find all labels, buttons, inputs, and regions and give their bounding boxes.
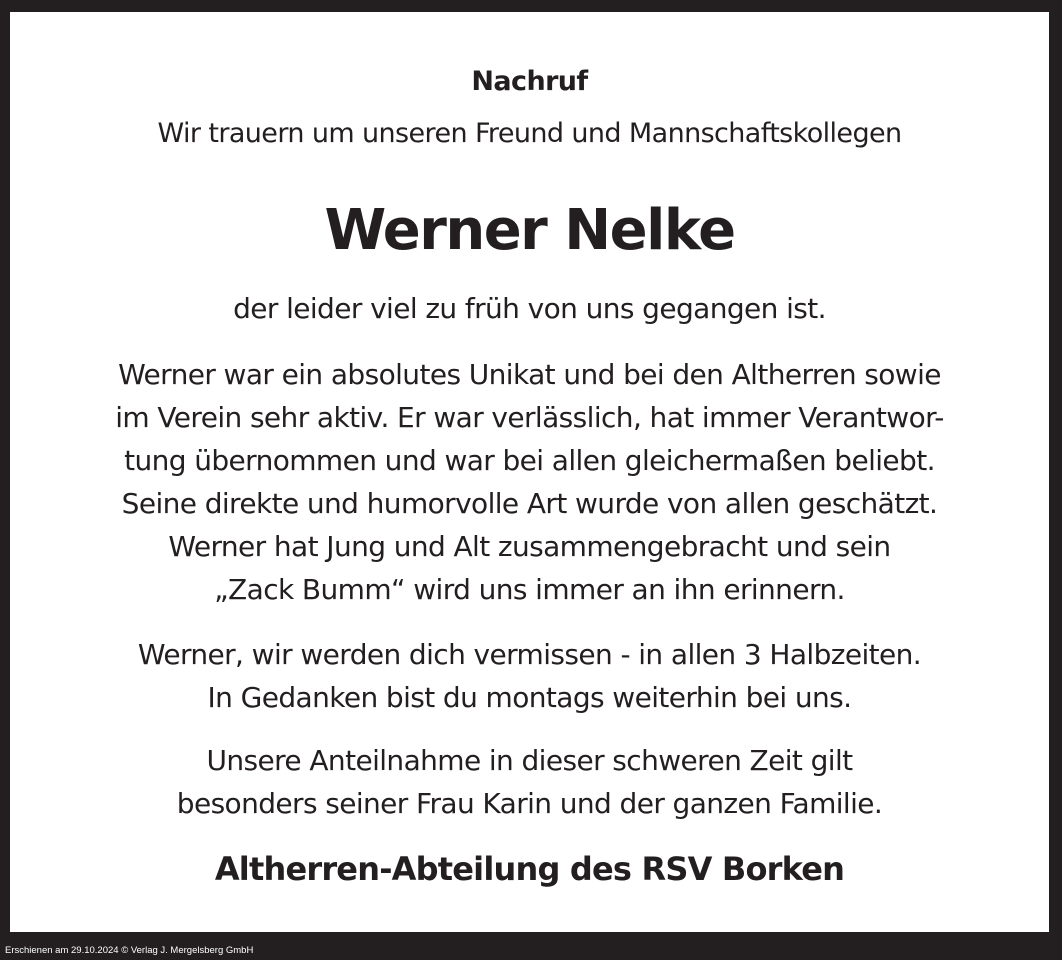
farewell-line: In Gedanken bist du montags weiterhin bei uns.	[207, 681, 852, 714]
tribute-line: tung übernommen und war bei allen gleichermaßen beliebt.	[124, 444, 935, 477]
obituary-card	[10, 12, 1049, 932]
tribute-line: Seine direkte und humorvolle Art wurde von allen geschätzt.	[121, 487, 938, 520]
signature: Altherren-Abteilung des RSV Borken	[214, 850, 845, 888]
condolence-line: besonders seiner Frau Karin und der ganzen Familie.	[176, 787, 883, 820]
tribute-line: „Zack Bumm“ wird uns immer an ihn erinnern.	[214, 573, 845, 606]
tribute-line: Werner war ein absolutes Unikat und bei den Altherren sowie	[118, 358, 941, 391]
farewell-line: Werner, wir werden dich vermissen - in allen 3 Halbzeiten.	[137, 638, 922, 671]
notice-heading: Nachruf	[471, 66, 588, 97]
notice-subtitle: der leider viel zu früh von uns gegangen ist.	[233, 292, 826, 325]
notice-intro: Wir trauern um unseren Freund und Mannschaftskollegen	[157, 118, 902, 149]
condolence-line: Unsere Anteilnahme in dieser schweren Zeit gilt	[206, 744, 853, 777]
publication-note: Erschienen am 29.10.2024 © Verlag J. Mergelsberg GmbH	[5, 945, 254, 956]
tribute-line: Werner hat Jung und Alt zusammengebracht und sein	[168, 530, 891, 563]
tribute-line: im Verein sehr aktiv. Er war verlässlich, hat immer Verantwor-	[115, 401, 944, 434]
deceased-name: Werner Nelke	[324, 198, 735, 263]
